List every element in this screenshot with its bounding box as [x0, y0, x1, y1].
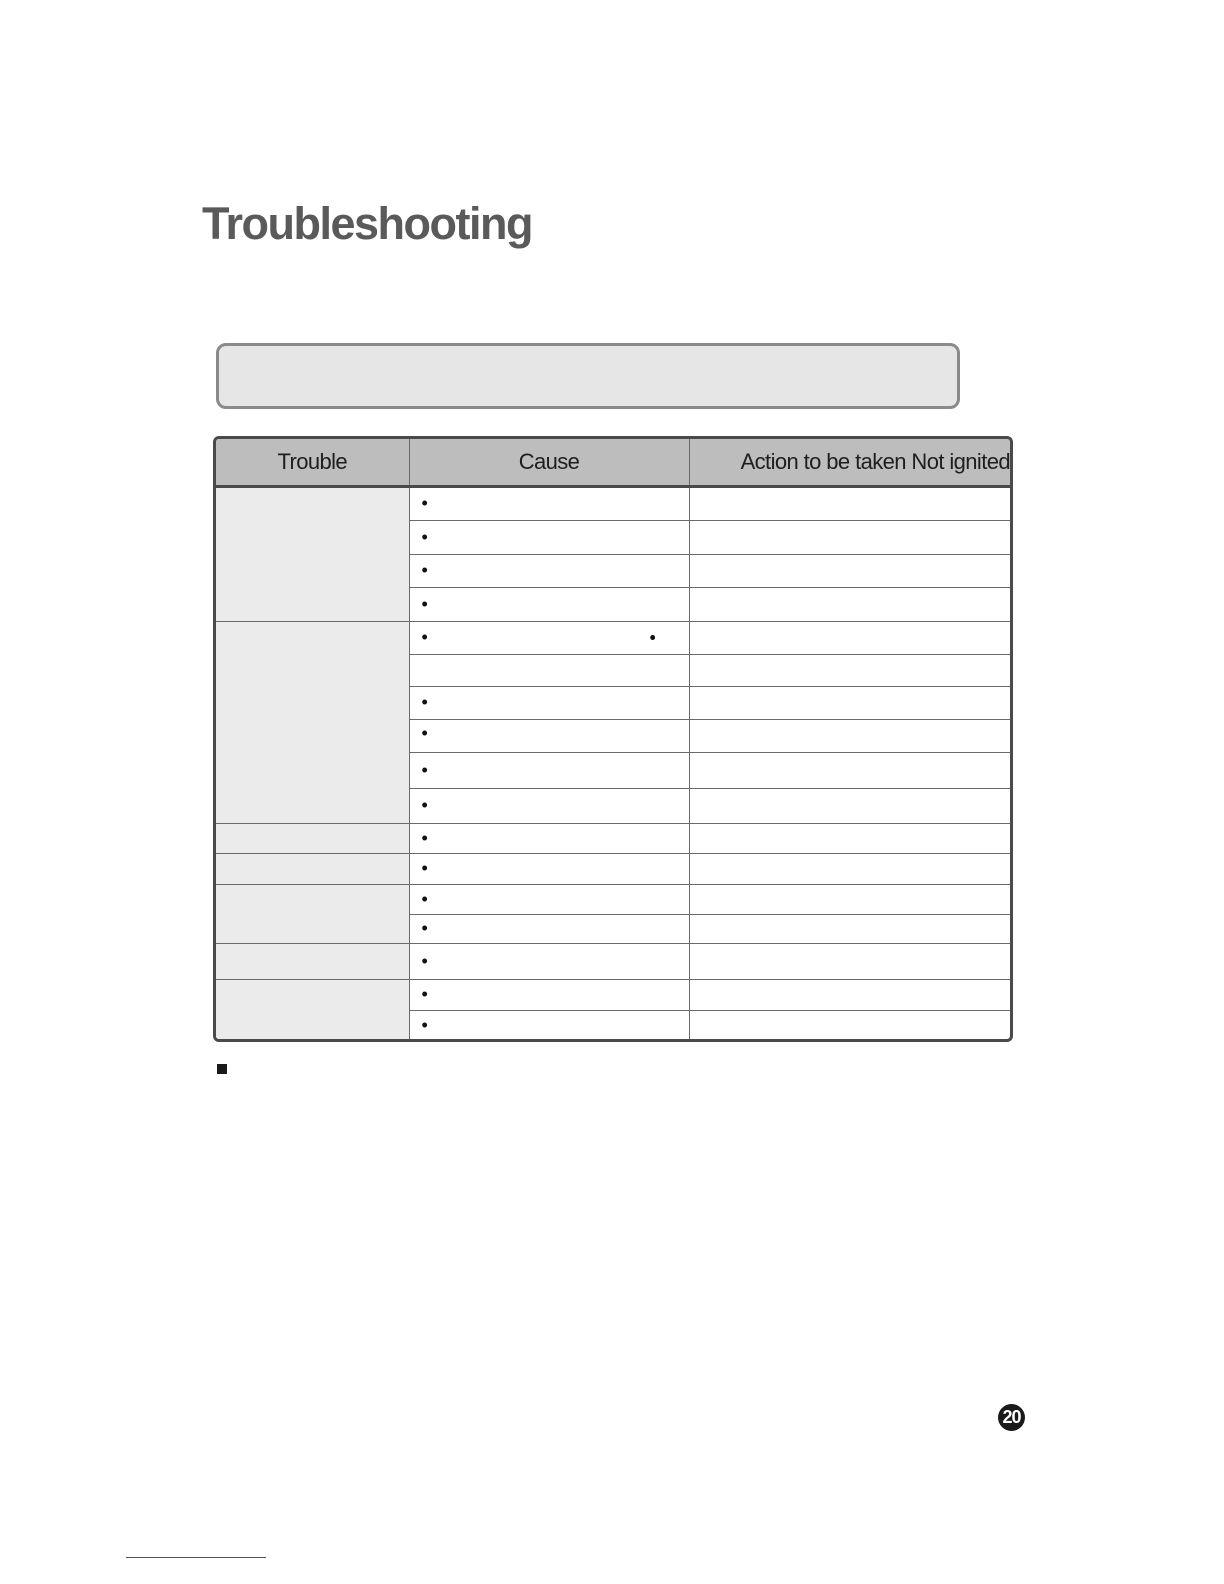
cause-cell: [409, 824, 689, 854]
trouble-cell: [216, 622, 409, 824]
action-cell: [689, 655, 1010, 687]
bullet-marker: •: [421, 888, 428, 909]
cause-cell: [409, 521, 689, 555]
cause-cell: [409, 789, 689, 824]
page-number-badge: 20: [998, 1404, 1025, 1431]
bullet-marker: •: [421, 627, 428, 647]
trouble-cell: [216, 824, 409, 854]
action-cell: [689, 555, 1010, 588]
action-cell: [689, 915, 1010, 944]
action-cell: [689, 980, 1010, 1011]
square-bullet-icon: [217, 1064, 227, 1074]
troubleshooting-table: [213, 436, 1013, 1042]
bullet-marker: •: [421, 984, 428, 1004]
action-cell: [689, 789, 1010, 824]
action-cell: [689, 885, 1010, 915]
bullet-marker: •: [421, 759, 428, 780]
action-cell: [689, 824, 1010, 854]
cause-cell: [409, 588, 689, 622]
trouble-cell: [216, 944, 409, 980]
trouble-cell: [216, 885, 409, 944]
cause-cell: [409, 622, 689, 655]
cause-cell: [409, 854, 689, 885]
cause-cell: [409, 1011, 689, 1042]
cause-cell: [409, 720, 689, 753]
trouble-cell: [216, 980, 409, 1042]
bullet-marker: •: [421, 950, 428, 971]
table-row: [216, 622, 1010, 655]
bullet-marker: •: [421, 526, 428, 547]
cause-cell: [409, 944, 689, 980]
header-action: Action to be taken Not ignited: [689, 439, 1010, 487]
footer-rule: [126, 1557, 266, 1558]
table-row: [216, 980, 1010, 1011]
cause-cell: [409, 487, 689, 521]
cause-cell: [409, 980, 689, 1011]
action-cell: [689, 687, 1010, 720]
action-cell: [689, 854, 1010, 885]
cause-cell: [409, 915, 689, 944]
cause-cell: [409, 655, 689, 687]
bullet-marker: •: [421, 858, 428, 878]
bullet-marker: •: [421, 593, 428, 614]
page-title: Troubleshooting: [202, 198, 532, 249]
cause-cell: [409, 885, 689, 915]
action-cell: [689, 588, 1010, 622]
bullet-marker: •: [649, 627, 656, 648]
header-cause: Cause: [409, 439, 689, 487]
action-cell: [689, 521, 1010, 555]
table-header-row: [216, 439, 1010, 487]
bullet-marker: •: [421, 493, 428, 513]
table-row: [216, 487, 1010, 521]
cause-cell: [409, 555, 689, 588]
bullet-marker: •: [421, 723, 428, 743]
bullet-marker: •: [421, 795, 428, 815]
bullet-marker: •: [421, 827, 428, 848]
note-box: [216, 343, 960, 409]
action-cell: [689, 944, 1010, 980]
action-cell: [689, 753, 1010, 789]
bullet-marker: •: [421, 918, 428, 938]
table-row: [216, 885, 1010, 915]
bullet-marker: •: [421, 692, 428, 712]
trouble-cell: [216, 487, 409, 622]
action-cell: [689, 487, 1010, 521]
action-cell: [689, 622, 1010, 655]
header-trouble: Trouble: [216, 439, 409, 487]
trouble-cell: [216, 854, 409, 885]
table-row: [216, 944, 1010, 980]
cause-cell: [409, 753, 689, 789]
bullet-marker: •: [421, 560, 428, 580]
action-cell: [689, 1011, 1010, 1042]
table-row: [216, 854, 1010, 885]
cause-cell: [409, 687, 689, 720]
bullet-marker: •: [421, 1015, 428, 1036]
action-cell: [689, 720, 1010, 753]
table-row: [216, 824, 1010, 854]
